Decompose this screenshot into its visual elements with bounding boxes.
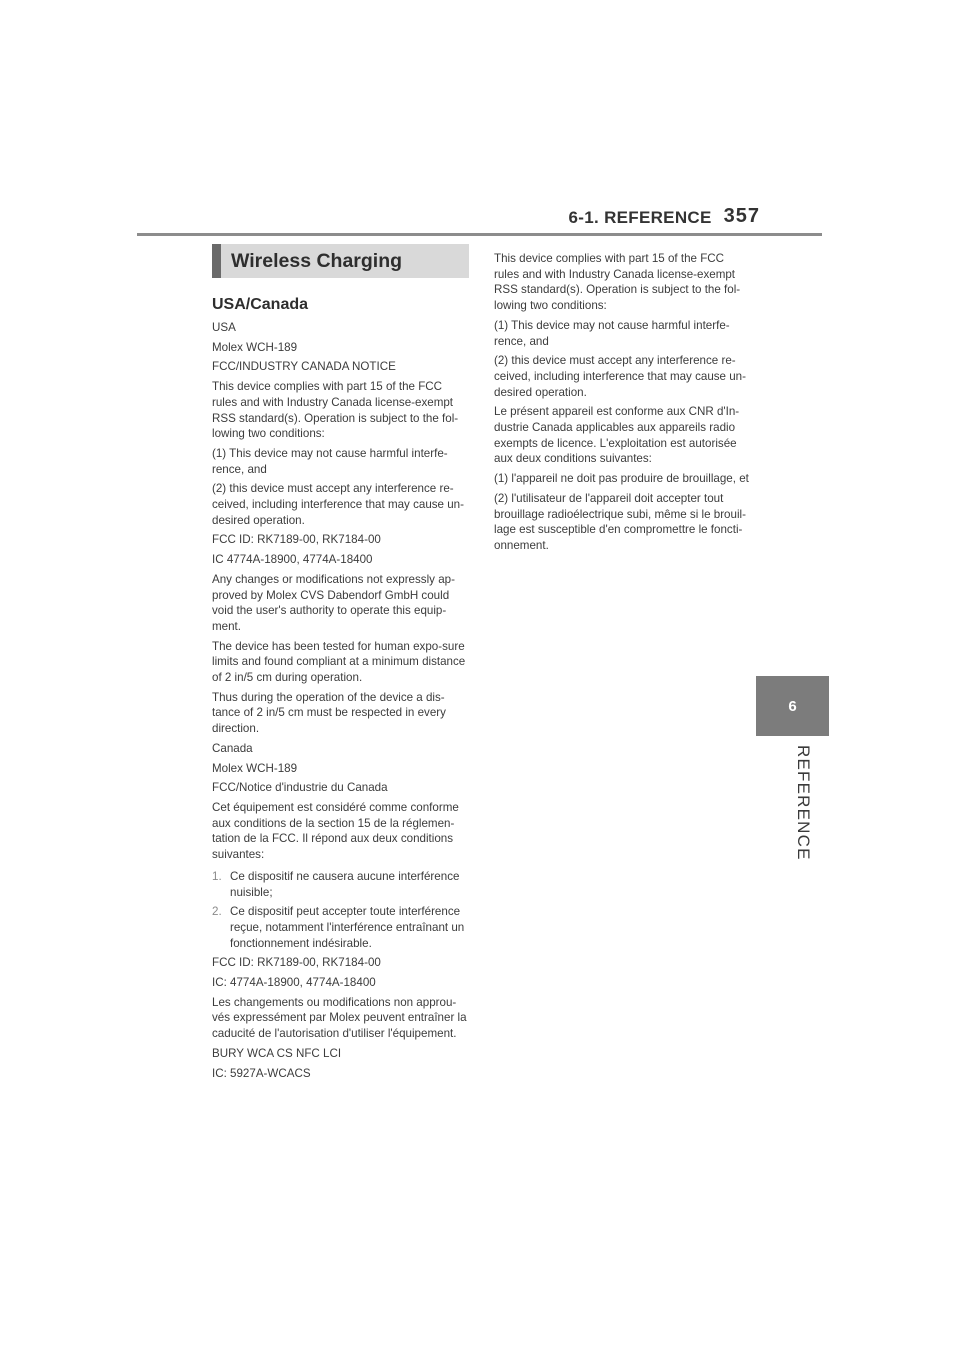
paragraph: FCC/INDUSTRY CANADA NOTICE [212,360,396,374]
paragraph: FCC ID: RK7189-00, RK7184-00 [212,956,381,970]
numbered-list [212,869,469,952]
paragraph: This device complies with part 15 of the FCC rules and with Industry Canada license-exempt RSS standard(s). Operation is subject to the fol-lowing two conditions: [494,252,741,313]
paragraph: FCC ID: RK7189-00, RK7184-00 [212,533,381,547]
section-title-bar [212,244,469,278]
paragraph: BURY WCA CS NFC LCI [212,1046,342,1060]
list-item-text: Ce dispositif peut accepter toute interférence reçue, notamment l'interférence entraînant un fonctionnement indésirable. [230,905,465,950]
chapter-tab [756,676,829,736]
paragraph: (1) This device may not cause harmful interfe-rence, and [212,446,448,476]
header-divider [137,233,822,236]
paragraph: Molex WCH-189 [212,340,298,354]
list-item-text: Ce dispositif ne causera aucune interférence nuisible; [230,869,460,899]
paragraph: (1) l'appareil ne doit pas produire de brouillage, et [494,472,749,486]
page-header [0,198,760,228]
paragraph: Canada [212,741,253,755]
list-item-number: 2. [212,905,222,919]
list-item-number: 1. [212,869,222,883]
section-title: 6-1. REFERENCE [568,208,712,227]
left-paragraphs-continued [212,955,469,1081]
right-column [494,251,752,558]
paragraph: USA [212,321,236,334]
paragraph: Molex WCH-189 [212,761,298,775]
paragraph: Thus during the operation of the device a dis-tance of 2 in/5 cm must be respected in every direction. [212,690,446,736]
paragraph: Les changements ou modifications non approu-vés expressément par Molex peuvent entraîner la caducité de l'autorisation d'utiliser l'équipement. [212,995,467,1041]
paragraph: The device has been tested for human expo-sure limits and found compliant at a minimum distance of 2 in/5 cm during operation. [212,639,466,685]
chapter-number: 6 [788,697,797,715]
list-item [212,904,469,951]
paragraph: This device complies with part 15 of the FCC rules and with Industry Canada license-exempt RSS standard(s). Operation is subject to the fol-lowing two conditions: [212,380,459,441]
paragraph: (2) this device must accept any interference re-ceived, including interference that may cause un-desired operation. [494,354,746,399]
paragraph: IC: 5927A-WCACS [212,1066,311,1080]
paragraph: Any changes or modifications not expressly ap-proved by Molex CVS Dabendorf GmbH could void the user's authority to operate this equip-ment. [212,572,455,633]
subheading: USA/Canada [212,296,309,313]
page-title: Wireless Charging [231,249,403,272]
paragraph: Le présent appareil est conforme aux CNR d'In-dustrie Canada applicables aux appareils radio exempts de licence. L'exploitation est autorisée aux deux conditions suivantes: [494,405,740,466]
paragraph: IC: 4774A-18900, 4774A-18400 [212,976,376,990]
paragraph: (2) l'utilisateur de l'appareil doit accepter tout brouillage radioélectrique subi, même si le brouil-lage est susceptible d'en compromettre le foncti-onnement. [494,491,746,552]
left-column [212,244,469,1085]
paragraph: IC 4774A-18900, 4774A-18400 [212,553,373,567]
page-number: 357 [723,205,760,227]
paragraph: Cet équipement est considéré comme conforme aux conditions de la section 15 de la réglemen-tation de la FCC. Il répond aux deux conditions suivantes: [212,800,459,862]
chapter-label: REFERENCE [794,745,813,861]
paragraph: FCC/Notice d'industrie du Canada [212,781,388,795]
list-item [212,869,469,900]
paragraph: (1) This device may not cause harmful interfe-rence, and [494,318,730,348]
left-paragraphs [212,320,469,863]
paragraph: (2) this device must accept any interference re-ceived, including interference that may cause un-desired operation. [212,482,464,527]
right-paragraphs [494,251,752,554]
